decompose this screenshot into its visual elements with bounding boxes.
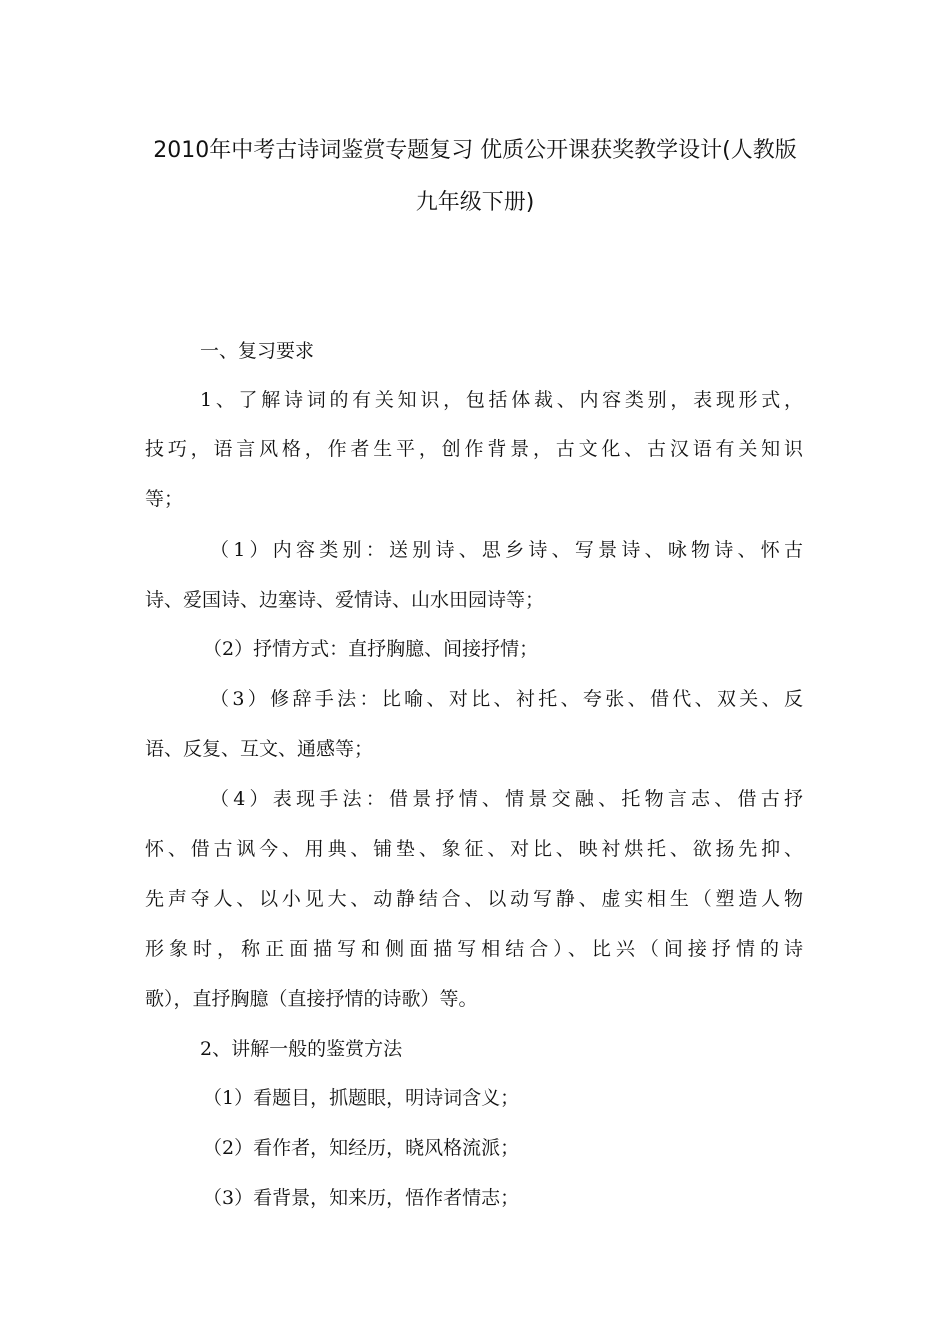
paragraph-line: 诗、爱国诗、边塞诗、爱情诗、山水田园诗等；: [145, 589, 545, 611]
paragraph-line: （1）看题目，抓题眼，明诗词含义；: [203, 1087, 520, 1109]
paragraph-line: （1）内容类别：送别诗、思乡诗、写景诗、咏物诗、怀古: [210, 539, 803, 561]
paragraph-line: （2）抒情方式：直抒胸臆、间接抒情；: [203, 638, 539, 660]
section-heading: 一、复习要求: [200, 340, 315, 362]
section-heading: 2、讲解一般的鉴赏方法: [200, 1038, 403, 1060]
paragraph-line: 技巧，语言风格，作者生平，创作背景，古文化、古汉语有关知识: [145, 438, 803, 460]
paragraph-line: 等；: [145, 488, 184, 510]
paragraph-line: 语、反复、互文、通感等；: [145, 738, 374, 760]
document-title-line-1: 2010年中考古诗词鉴赏专题复习 优质公开课获奖教学设计(人教版: [153, 138, 797, 163]
paragraph-line: 怀、借古讽今、用典、铺垫、象征、对比、映衬烘托、欲扬先抑、: [145, 838, 803, 860]
paragraph-line: 歌），直抒胸臆（直接抒情的诗歌）等。: [145, 988, 478, 1010]
paragraph-line: 形象时，称正面描写和侧面描写相结合）、比兴（间接抒情的诗: [145, 938, 803, 960]
paragraph-line: （3）修辞手法：比喻、对比、衬托、夸张、借代、双关、反: [210, 688, 803, 710]
paragraph-line: （3）看背景，知来历，悟作者情志；: [203, 1187, 520, 1209]
document-title-line-2: 九年级下册): [415, 190, 535, 215]
paragraph-line: 1、了解诗词的有关知识，包括体裁、内容类别，表现形式，: [200, 389, 803, 411]
paragraph-line: （4）表现手法：借景抒情、情景交融、托物言志、借古抒: [210, 788, 803, 810]
paragraph-line: 先声夺人、以小见大、动静结合、以动写静、虚实相生（塑造人物: [145, 888, 803, 910]
paragraph-line: （2）看作者，知经历，晓风格流派；: [203, 1137, 520, 1159]
